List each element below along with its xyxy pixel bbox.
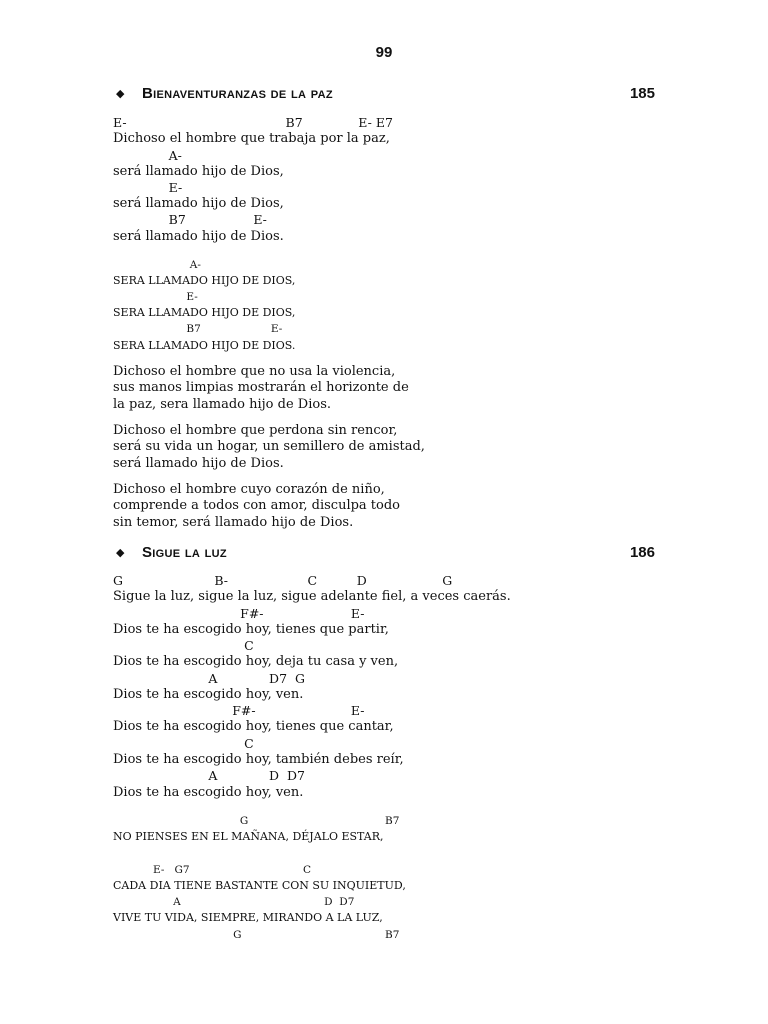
chorus-line: SERA LLAMADO HIJO DE DIOS.: [113, 339, 296, 352]
lyric-line: será llamado hijo de Dios,: [113, 164, 284, 179]
chord-line: E-: [113, 180, 183, 195]
lyric-line: Dios te ha escogido hoy, también debes reír,: [113, 752, 404, 767]
chord-line: C: [113, 638, 254, 653]
chord-line: A D D7: [113, 768, 305, 783]
lyric-line: la paz, sera llamado hijo de Dios.: [113, 397, 331, 412]
lyric-line: Dios te ha escogido hoy, tienes que partir,: [113, 622, 389, 637]
chord-line: E- G7 C: [113, 864, 312, 876]
lyric-line: comprende a todos con amor, disculpa todo: [113, 498, 401, 513]
chorus-line: VIVE TU VIDA, SIEMPRE, MIRANDO A LA LUZ,: [113, 911, 383, 924]
lyric-line: Dios te ha escogido hoy, deja tu casa y ven,: [113, 654, 399, 669]
diamond-bullet-icon: ◆: [116, 87, 125, 100]
lyric-line: será llamado hijo de Dios,: [113, 196, 284, 211]
chord-line: F#- E-: [113, 606, 365, 621]
chorus-line: NO PIENSES EN EL MAÑANA, DÉJALO ESTAR,: [113, 830, 384, 843]
song-header: [0, 544, 768, 566]
lyric-line: Dios te ha escogido hoy, ven.: [113, 785, 304, 800]
chord-line: G B- C D G: [113, 573, 453, 588]
lyric-line: Dichoso el hombre que no usa la violencia,: [113, 364, 396, 379]
chord-line: A D D7: [113, 896, 355, 908]
lyric-line: Dichoso el hombre cuyo corazón de niño,: [113, 482, 385, 497]
song-number: 185: [629, 85, 655, 102]
chord-line: C: [113, 736, 254, 751]
lyric-line: será llamado hijo de Dios.: [113, 229, 284, 244]
lyric-line: sus manos limpias mostrarán el horizonte de: [113, 380, 409, 395]
chord-line: B7 E-: [113, 212, 267, 227]
chord-line: G B7: [113, 929, 400, 941]
song-title: Bienaventuranzas de la paz: [142, 85, 333, 102]
chorus-line: SERA LLAMADO HIJO DE DIOS,: [113, 306, 296, 319]
lyric-line: sin temor, será llamado hijo de Dios.: [113, 515, 354, 530]
chord-line: B7 E-: [113, 323, 283, 335]
chord-line: F#- E-: [113, 703, 365, 718]
lyric-line: Dichoso el hombre que perdona sin rencor,: [113, 423, 398, 438]
lyric-line: será llamado hijo de Dios.: [113, 456, 284, 471]
page-number: 99: [375, 44, 393, 61]
chord-line: E- B7 E- E7: [113, 115, 393, 130]
lyric-line: será su vida un hogar, un semillero de amistad,: [113, 439, 425, 454]
lyric-line: Dios te ha escogido hoy, ven.: [113, 687, 304, 702]
song-title: Sigue la luz: [142, 544, 227, 561]
song-header: [0, 85, 768, 107]
lyric-line: Dios te ha escogido hoy, tienes que cantar,: [113, 719, 394, 734]
chord-line: A-: [113, 148, 182, 163]
lyric-line: Sigue la luz, sigue la luz, sigue adelante fiel, a veces caerás.: [113, 589, 511, 604]
diamond-bullet-icon: ◆: [116, 546, 125, 559]
chorus-line: CADA DIA TIENE BASTANTE CON SU INQUIETUD,: [113, 879, 406, 892]
chord-line: E-: [113, 291, 198, 303]
chord-line: A D7 G: [113, 671, 305, 686]
lyric-line: Dichoso el hombre que trabaja por la paz,: [113, 131, 390, 146]
song-number: 186: [629, 544, 655, 561]
chorus-line: SERA LLAMADO HIJO DE DIOS,: [113, 274, 296, 287]
chord-line: A-: [113, 259, 201, 271]
chord-line: G B7: [113, 815, 400, 827]
